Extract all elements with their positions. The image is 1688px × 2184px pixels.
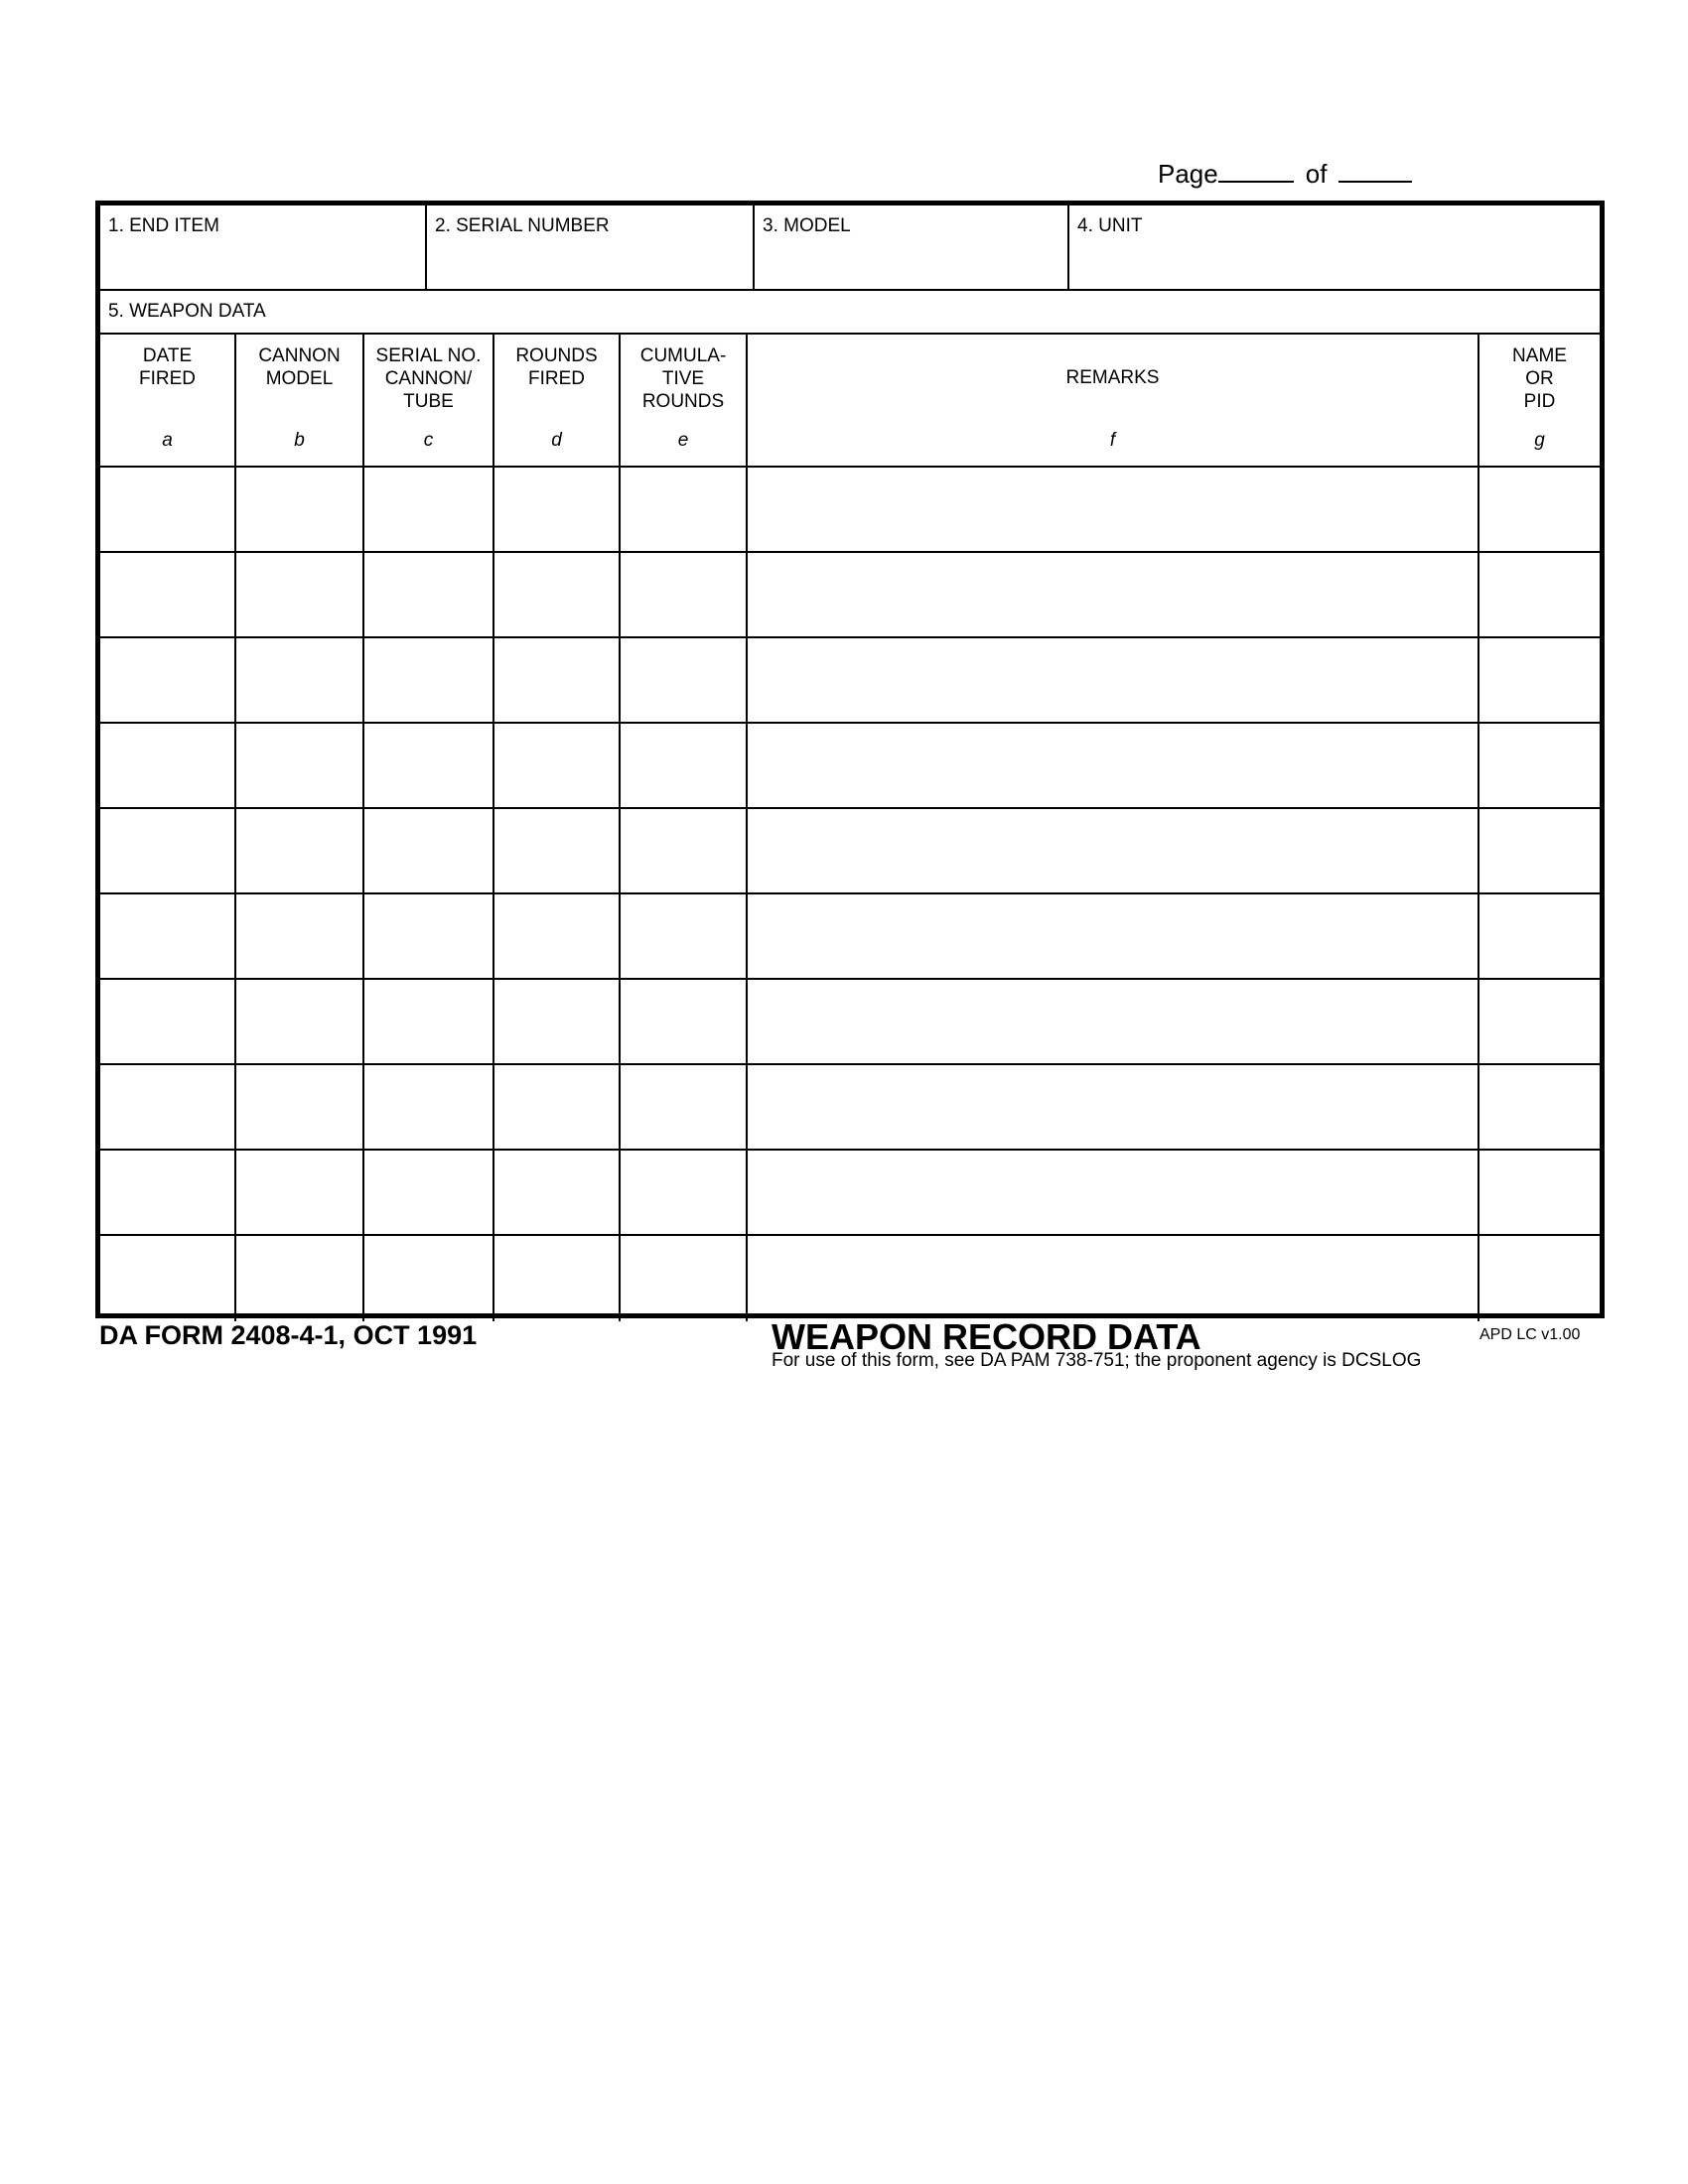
cumulative-rounds-cell[interactable]	[621, 1236, 748, 1321]
end-item-label: 1. END ITEM	[108, 215, 219, 236]
name-or-pid-cell[interactable]	[1479, 1151, 1600, 1234]
rounds-fired-cell[interactable]	[494, 724, 621, 807]
form-subtitle: For use of this form, see DA PAM 738-751; the proponent agency is DCSLOG	[772, 1350, 1422, 1371]
model-label: 3. MODEL	[763, 215, 851, 236]
remarks-cell[interactable]	[748, 809, 1479, 892]
date-fired-cell[interactable]	[100, 638, 236, 722]
column-key: g	[1534, 430, 1545, 451]
cannon-model-cell[interactable]	[236, 468, 364, 551]
name-or-pid-cell[interactable]	[1479, 1236, 1600, 1321]
table-row	[100, 809, 1600, 894]
remarks-cell[interactable]	[748, 1236, 1479, 1321]
serial-no-cell[interactable]	[364, 980, 494, 1063]
name-or-pid-cell[interactable]	[1479, 638, 1600, 722]
cannon-model-cell[interactable]	[236, 553, 364, 636]
table-row	[100, 1151, 1600, 1236]
column-title: REMARKS	[1065, 367, 1160, 388]
column-header-date-fired	[100, 335, 236, 468]
column-title: CANNON MODEL	[258, 345, 341, 389]
model-field[interactable]	[755, 205, 1069, 291]
date-fired-cell[interactable]	[100, 894, 236, 978]
name-or-pid-cell[interactable]	[1479, 894, 1600, 978]
date-fired-cell[interactable]	[100, 1236, 236, 1321]
rounds-fired-cell[interactable]	[494, 553, 621, 636]
weapon-data-label: 5. WEAPON DATA	[108, 301, 266, 322]
column-title: SERIAL NO. CANNON/ TUBE	[375, 345, 482, 412]
column-key: f	[1109, 430, 1116, 451]
table-row	[100, 724, 1600, 809]
table-row	[100, 1065, 1600, 1151]
weapon-data-rows	[100, 468, 1600, 1321]
cumulative-rounds-cell[interactable]	[621, 980, 748, 1063]
rounds-fired-cell[interactable]	[494, 1151, 621, 1234]
column-title: CUMULA- TIVE ROUNDS	[639, 345, 727, 412]
remarks-cell[interactable]	[748, 553, 1479, 636]
table-row	[100, 553, 1600, 638]
cannon-model-cell[interactable]	[236, 1065, 364, 1149]
column-key: d	[551, 430, 562, 451]
column-header-cannon-model	[236, 335, 364, 468]
date-fired-cell[interactable]	[100, 980, 236, 1063]
rounds-fired-cell[interactable]	[494, 894, 621, 978]
table-row	[100, 638, 1600, 724]
page-total-field[interactable]	[1338, 159, 1412, 183]
table-row	[100, 894, 1600, 980]
page-number-line	[1158, 159, 1412, 190]
name-or-pid-cell[interactable]	[1479, 980, 1600, 1063]
serial-no-cell[interactable]	[364, 894, 494, 978]
serial-no-cell[interactable]	[364, 553, 494, 636]
cannon-model-cell[interactable]	[236, 1236, 364, 1321]
cumulative-rounds-cell[interactable]	[621, 468, 748, 551]
cumulative-rounds-cell[interactable]	[621, 1065, 748, 1149]
end-item-field[interactable]	[100, 205, 427, 291]
name-or-pid-cell[interactable]	[1479, 809, 1600, 892]
name-or-pid-cell[interactable]	[1479, 553, 1600, 636]
rounds-fired-cell[interactable]	[494, 1065, 621, 1149]
column-header-rounds-fired	[494, 335, 621, 468]
cannon-model-cell[interactable]	[236, 1151, 364, 1234]
date-fired-cell[interactable]	[100, 468, 236, 551]
rounds-fired-cell[interactable]	[494, 468, 621, 551]
column-key: a	[162, 430, 173, 451]
column-title: ROUNDS FIRED	[515, 345, 598, 389]
column-title: NAME OR PID	[1512, 345, 1567, 412]
remarks-cell[interactable]	[748, 894, 1479, 978]
serial-no-cell[interactable]	[364, 468, 494, 551]
serial-number-label: 2. SERIAL NUMBER	[435, 215, 610, 236]
remarks-cell[interactable]	[748, 468, 1479, 551]
column-header-remarks	[748, 335, 1479, 468]
date-fired-cell[interactable]	[100, 724, 236, 807]
page-number-field[interactable]	[1218, 159, 1294, 183]
remarks-cell[interactable]	[748, 1065, 1479, 1149]
serial-number-field[interactable]	[427, 205, 755, 291]
column-key: e	[677, 430, 689, 451]
serial-no-cell[interactable]	[364, 1236, 494, 1321]
column-header-name-or-pid	[1479, 335, 1600, 468]
date-fired-cell[interactable]	[100, 1065, 236, 1149]
cannon-model-cell[interactable]	[236, 638, 364, 722]
date-fired-cell[interactable]	[100, 1151, 236, 1234]
rounds-fired-cell[interactable]	[494, 1236, 621, 1321]
cannon-model-cell[interactable]	[236, 980, 364, 1063]
serial-no-cell[interactable]	[364, 809, 494, 892]
page-of-label: of	[1305, 159, 1328, 189]
cumulative-rounds-cell[interactable]	[621, 724, 748, 807]
page-label: Page	[1158, 159, 1218, 189]
cumulative-rounds-cell[interactable]	[621, 894, 748, 978]
rounds-fired-cell[interactable]	[494, 980, 621, 1063]
name-or-pid-cell[interactable]	[1479, 724, 1600, 807]
remarks-cell[interactable]	[748, 724, 1479, 807]
remarks-cell[interactable]	[748, 980, 1479, 1063]
table-row	[100, 1236, 1600, 1321]
column-header-serial-no	[364, 335, 494, 468]
form-version: APD LC v1.00	[1479, 1326, 1581, 1343]
remarks-cell[interactable]	[748, 638, 1479, 722]
cumulative-rounds-cell[interactable]	[621, 1151, 748, 1234]
weapon-data-section	[100, 291, 1600, 335]
serial-no-cell[interactable]	[364, 638, 494, 722]
weapon-record-form	[95, 201, 1605, 1318]
cumulative-rounds-cell[interactable]	[621, 553, 748, 636]
table-row	[100, 468, 1600, 553]
rounds-fired-cell[interactable]	[494, 809, 621, 892]
cannon-model-cell[interactable]	[236, 809, 364, 892]
date-fired-cell[interactable]	[100, 809, 236, 892]
column-key: b	[294, 430, 305, 451]
name-or-pid-cell[interactable]	[1479, 1065, 1600, 1149]
table-row	[100, 980, 1600, 1065]
unit-field[interactable]	[1069, 205, 1600, 291]
rounds-fired-cell[interactable]	[494, 638, 621, 722]
date-fired-cell[interactable]	[100, 553, 236, 636]
name-or-pid-cell[interactable]	[1479, 468, 1600, 551]
column-header-cumulative-rounds	[621, 335, 748, 468]
remarks-cell[interactable]	[748, 1151, 1479, 1234]
cumulative-rounds-cell[interactable]	[621, 809, 748, 892]
cumulative-rounds-cell[interactable]	[621, 638, 748, 722]
form-title: WEAPON RECORD DATA	[772, 1316, 1201, 1357]
column-key: c	[423, 430, 434, 451]
form-identifier: DA FORM 2408-4-1, OCT 1991	[99, 1320, 478, 1350]
unit-label: 4. UNIT	[1077, 215, 1143, 236]
serial-no-cell[interactable]	[364, 724, 494, 807]
serial-no-cell[interactable]	[364, 1065, 494, 1149]
serial-no-cell[interactable]	[364, 1151, 494, 1234]
cannon-model-cell[interactable]	[236, 724, 364, 807]
cannon-model-cell[interactable]	[236, 894, 364, 978]
column-title: DATE FIRED	[139, 345, 196, 389]
